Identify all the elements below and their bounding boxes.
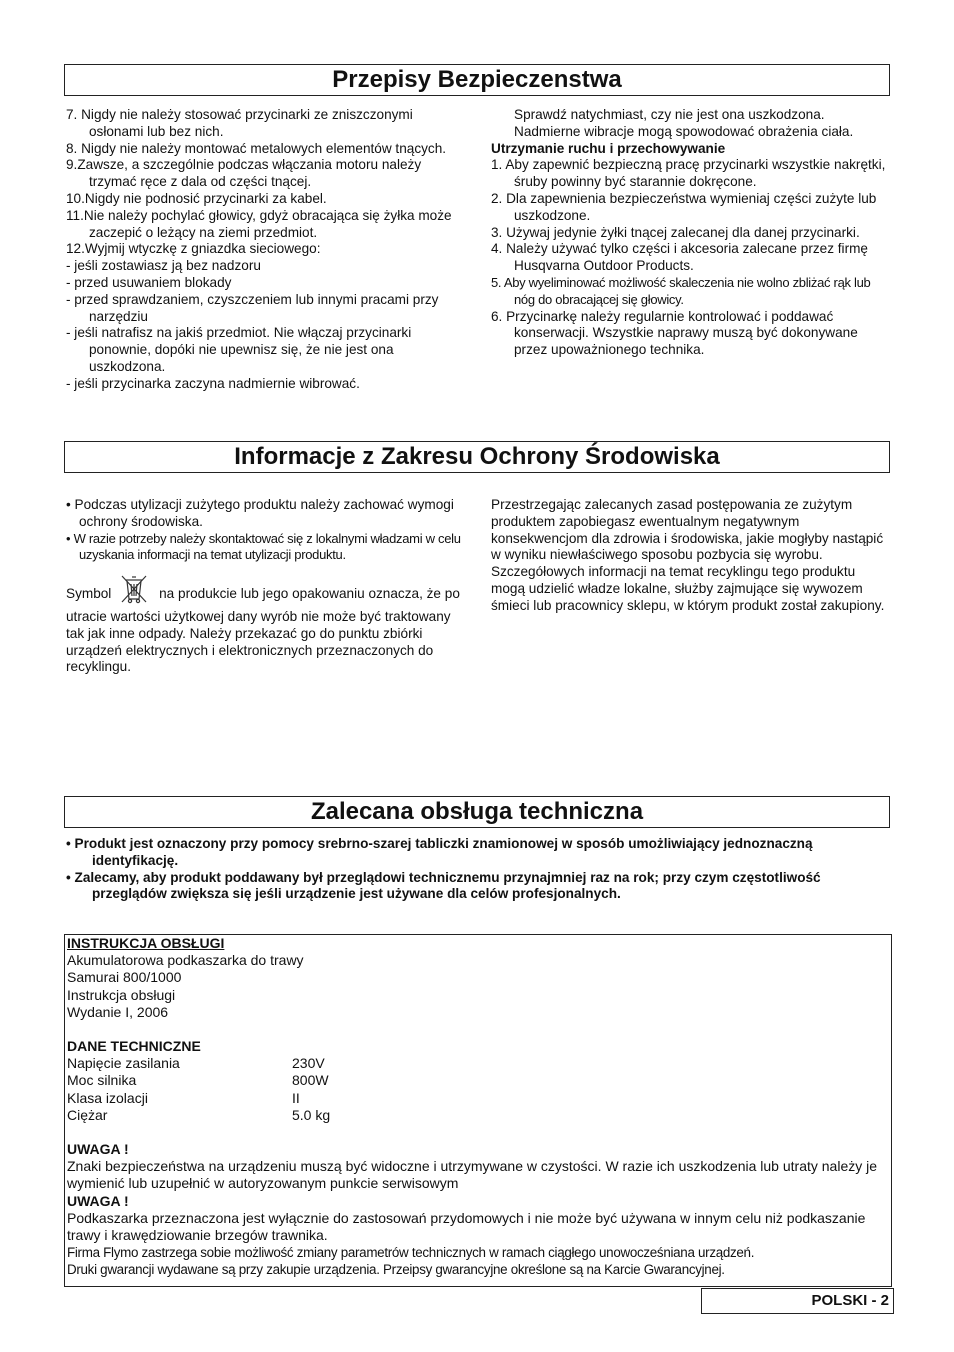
crossed-bin-icon xyxy=(117,574,151,609)
symbol-word: Symbol xyxy=(66,586,112,602)
list-item: 3. Używaj jedynie żyłki tnącej zalecanej dla danej przycinarki. xyxy=(491,224,860,240)
manual-line: Samurai 800/1000 xyxy=(67,969,182,986)
list-item: 8. Nigdy nie należy montować metalowych elementów tnących. xyxy=(66,140,447,156)
list-item: - jeśli natrafisz na jakiś przedmiot. Nie włączaj przycinarki ponownie, dopóki nie upewnisz się, że nie jest ona uszkodzona. xyxy=(66,325,412,374)
safety-title: Przepisy Bezpieczenstwa xyxy=(64,64,890,96)
list-item: 10.Nigdy nie podnosić przycinarki za kabel. xyxy=(66,190,327,206)
list-item: 6. Przycinarkę należy regularnie kontrolować i poddawać konserwacji. Wszystkie naprawy muszą być dokonywane przez upoważnionego technika. xyxy=(491,308,858,358)
manual-info-box xyxy=(64,934,892,1287)
spec-value: 5.0 kg xyxy=(292,1106,331,1123)
list-item: 5. Aby wyeliminować możliwość skaleczenia nie wolno zbliżać rąk lub nóg do obracającej się głowicy. xyxy=(491,274,871,307)
spec-row xyxy=(67,1055,889,1072)
safety-left-column xyxy=(66,107,458,393)
list-item: - przed sprawdzaniem, czyszczeniem lub innymi pracami przy narzędziu xyxy=(66,291,439,324)
list-item: • Podczas utylizacji zużytego produktu należy zachować wymogi ochrony środowiska. xyxy=(66,497,454,529)
list-item: - przed usuwaniem blokady xyxy=(66,274,232,290)
list-item: - jeśli zostawiasz ją bez nadzoru xyxy=(66,258,261,274)
spec-label: Moc silnika xyxy=(67,1072,137,1089)
service-list xyxy=(66,836,886,903)
page-footer: POLSKI - 2 xyxy=(701,1288,894,1314)
spec-label: Ciężar xyxy=(67,1106,108,1123)
environment-right-column xyxy=(491,497,887,615)
warning-heading: UWAGA ! xyxy=(67,1192,129,1209)
warning-heading: UWAGA ! xyxy=(67,1141,129,1158)
continuation-text: Sprawdź natychmiast, czy nie jest ona uszkodzona. Nadmierne wibracje mogą spowodować obrażenia ciała. xyxy=(514,107,854,139)
list-item: • W razie potrzeby należy skontaktować się z lokalnymi władzami w celu uzyskania informacji na temat utylizacji produktu. xyxy=(66,530,461,563)
spec-row xyxy=(67,1090,889,1107)
recycling-text: Przestrzegając zalecanych zasad postępowania ze zużytym produktem zapobiegasz ewentualnym negatywnym konsekwencjom dla zdrowia i środowiska, jakie mogłyby nastąpić w wyniku niewłaściwego sposobu pozbycia się wyrobu. Szczegółowych informacji na temat recyklingu tego produktu mogą udzielić władze lokalne, służby zajmujące się wywozem śmieci lub pracownicy sklepu, w którym produkt został zakupiony. xyxy=(491,497,885,613)
list-item: 9.Zawsze, a szczególnie podczas włączania motoru należy trzymać ręce z dala od części tnącej. xyxy=(66,157,422,190)
list-item: • Zalecamy, aby produkt poddawany był przeglądowi technicznemu przynajmniej raz na rok; przy czym częstotliwość przeglądów zwiększa się jeśli urządzenie jest używane dla celów profesjonalnych. xyxy=(66,869,821,902)
manual-line: Wydanie I, 2006 xyxy=(67,1003,169,1020)
spec-value: 230V xyxy=(292,1055,325,1072)
manual-heading: INSTRUKCJA OBSŁUGI xyxy=(67,935,225,951)
spec-label: Klasa izolacji xyxy=(67,1089,148,1106)
environment-left-column xyxy=(66,497,466,676)
list-item: 4. Należy używać tylko części i akcesoria zalecane przez firmę Husqvarna Outdoor Products. xyxy=(491,241,868,274)
maintenance-heading: Utrzymanie ruchu i przechowywanie xyxy=(491,140,726,156)
symbol-paragraph xyxy=(66,574,466,676)
list-item: - jeśli przycinarka zaczyna nadmiernie wibrować. xyxy=(66,375,360,391)
list-item: 7. Nigdy nie należy stosować przycinarki ze zniszczonymi osłonami lub bez nich. xyxy=(66,107,413,139)
service-title: Zalecana obsługa techniczna xyxy=(64,796,890,828)
note-text: Firma Flymo zastrzega sobie możliwość zmiany parametrów technicznych w ramach ciągłego unowocześniana urządzeń. xyxy=(67,1245,755,1261)
list-item: 1. Aby zapewnić bezpieczną pracę przycinarki wszystkie nakrętki, śruby powinny być starannie dokręcone. xyxy=(491,157,886,190)
spec-label: Napięcie zasilania xyxy=(67,1055,180,1072)
spec-row xyxy=(67,1107,889,1124)
note-text: Druki gwarancji wydawane są przy zakupie urządzenia. Przeipsy gwarancyjne określone są na Karcie Gwarancyjnej. xyxy=(67,1262,725,1278)
spec-value: 800W xyxy=(292,1072,329,1089)
list-item: 11.Nie należy pochylać głowicy, gdyż obracająca się żyłka może zaczepić o leżący na ziemi przedmiot. xyxy=(66,207,452,240)
manual-line: Akumulatorowa podkaszarka do trawy xyxy=(67,952,304,969)
symbol-text: na produkcie lub jego opakowaniu oznacza, że po utracie wartości użytkowej dany wyrób nie może być traktowany tak jak inne odpady. Należy przekazać go do punktu zbiórki urządzeń elektrycznych i elektronicznych przeznaczonych do recyklingu. xyxy=(66,586,460,675)
list-item: • Produkt jest oznaczony przy pomocy srebrno-szarej tabliczki znamionowej w sposób umożliwiający jednoznaczną identyfikację. xyxy=(66,836,813,868)
safety-right-column xyxy=(491,107,889,359)
manual-line: Instrukcja obsługi xyxy=(67,986,176,1003)
spec-value: II xyxy=(292,1089,300,1106)
specs-heading: DANE TECHNICZNE xyxy=(67,1038,201,1055)
list-item: 12.Wyjmij wtyczkę z gniazdka sieciowego: xyxy=(66,241,321,257)
spec-row xyxy=(67,1072,889,1089)
warning-text: Znaki bezpieczeństwa na urządzeniu muszą być widoczne i utrzymywane w czystości. W razie ich uszkodzenia lub utraty należy je wymienić lub uzupełnić w autoryzowanym punkcie serwisowym xyxy=(67,1158,878,1192)
environment-title: Informacje z Zakresu Ochrony Środowiska xyxy=(64,441,890,473)
list-item: 2. Dla zapewnienia bezpieczeństwa wymieniaj części zużyte lub uszkodzone. xyxy=(491,190,877,223)
warning-text: Podkaszarka przeznaczona jest wyłącznie do zastosowań przydomowych i nie może być używana w innym celu niż podkaszanie trawy i krawędziowanie brzegów trawnika. xyxy=(67,1209,866,1244)
